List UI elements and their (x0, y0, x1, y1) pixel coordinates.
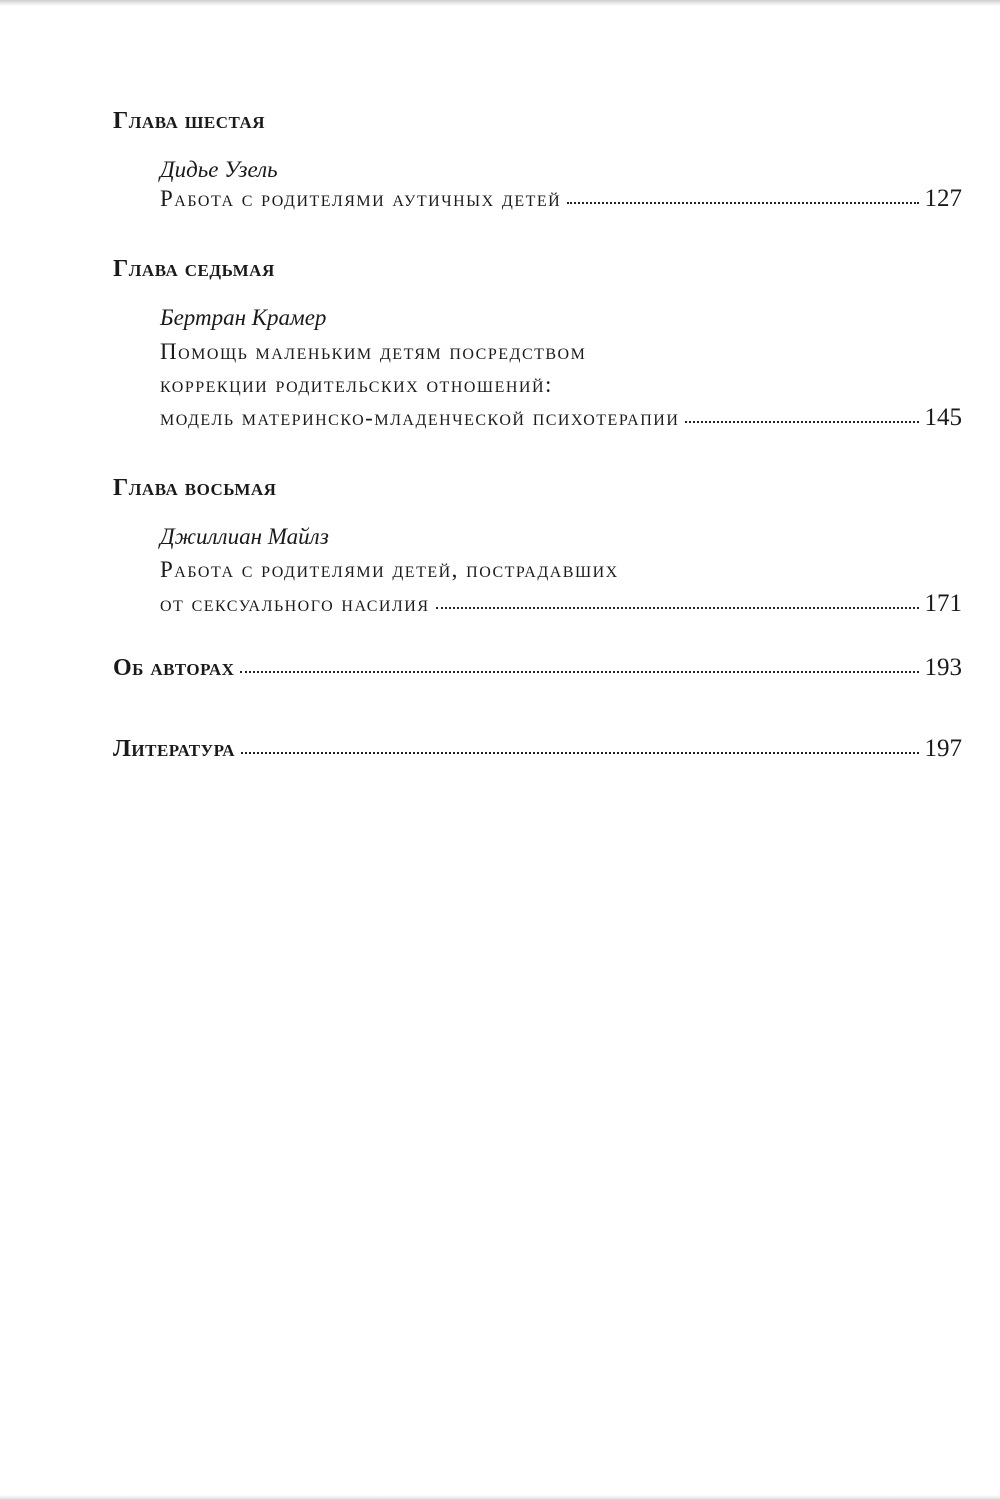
toc-entry[interactable] (160, 590, 962, 618)
entry-title: от сексуального насилия (160, 591, 430, 616)
chapter-author: Бертран Крамер (160, 305, 327, 330)
dot-leader (567, 198, 918, 204)
page-number: 145 (924, 404, 962, 431)
entry-title: Об авторах (113, 655, 235, 681)
chapter-heading: Глава шестая (113, 108, 266, 134)
dot-leader (241, 748, 918, 754)
toc-entry-literature[interactable] (113, 735, 962, 763)
toc-entry-about-authors[interactable] (113, 654, 962, 682)
toc-entry[interactable] (160, 404, 962, 432)
page-number: 193 (924, 654, 962, 681)
dot-leader (685, 417, 918, 423)
entry-title: Литература (113, 736, 236, 762)
page-number: 171 (924, 590, 962, 617)
chapter-author: Джиллиан Майлз (160, 524, 329, 549)
entry-title: Работа с родителями аутичных детей (160, 186, 562, 211)
chapter-heading: Глава седьмая (113, 256, 275, 282)
dot-leader (436, 603, 919, 609)
toc-entry[interactable] (160, 185, 962, 213)
entry-title-line: Помощь маленьким детям посредством (160, 339, 587, 364)
page-number: 197 (924, 735, 962, 762)
entry-title-line: коррекции родительских отношений: (160, 372, 553, 397)
chapter-author: Дидье Узель (160, 157, 278, 182)
entry-title-line: Работа с родителями детей, пострадавших (160, 557, 619, 582)
page-number: 127 (924, 185, 962, 212)
dot-leader (240, 667, 918, 673)
chapter-heading: Глава восьмая (113, 475, 277, 501)
entry-title: модель материнско-младенческой психотерапии (160, 405, 680, 430)
page-bottom-edge (0, 1495, 1000, 1499)
